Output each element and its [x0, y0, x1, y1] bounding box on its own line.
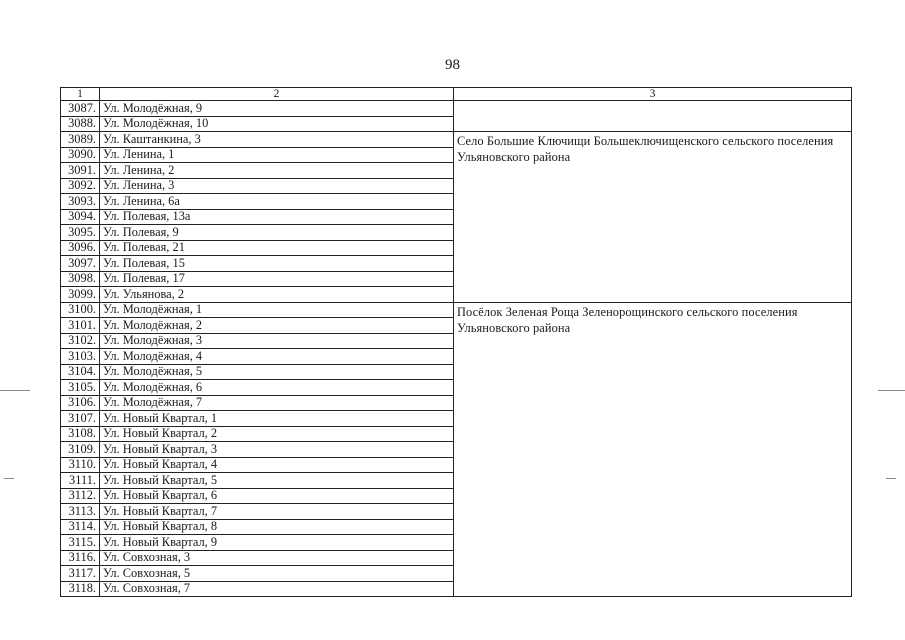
row-number: 3089. — [61, 132, 100, 148]
row-number: 3097. — [61, 256, 100, 272]
street-address: Ул. Ульянова, 2 — [100, 287, 454, 303]
row-number: 3103. — [61, 349, 100, 365]
row-number: 3110. — [61, 457, 100, 473]
row-number: 3104. — [61, 364, 100, 380]
row-number: 3107. — [61, 411, 100, 427]
row-number: 3099. — [61, 287, 100, 303]
street-address: Ул. Молодёжная, 4 — [100, 349, 454, 365]
row-number: 3087. — [61, 101, 100, 117]
street-address: Ул. Ленина, 6а — [100, 194, 454, 210]
row-number: 3105. — [61, 380, 100, 396]
street-address: Ул. Полевая, 9 — [100, 225, 454, 241]
address-table — [60, 87, 852, 597]
street-address: Ул. Ленина, 1 — [100, 147, 454, 163]
street-address: Ул. Ленина, 2 — [100, 163, 454, 179]
row-number: 3106. — [61, 395, 100, 411]
street-address: Ул. Молодёжная, 2 — [100, 318, 454, 334]
row-number: 3102. — [61, 333, 100, 349]
street-address: Ул. Новый Квартал, 3 — [100, 442, 454, 458]
row-number: 3101. — [61, 318, 100, 334]
row-number: 3094. — [61, 209, 100, 225]
row-number: 3113. — [61, 504, 100, 520]
row-number: 3115. — [61, 535, 100, 551]
street-address: Ул. Молодёжная, 3 — [100, 333, 454, 349]
column-header-1: 1 — [61, 88, 100, 101]
street-address: Ул. Полевая, 15 — [100, 256, 454, 272]
row-number: 3111. — [61, 473, 100, 489]
row-number: 3100. — [61, 302, 100, 318]
street-address: Ул. Молодёжная, 1 — [100, 302, 454, 318]
row-number: 3095. — [61, 225, 100, 241]
row-number: 3096. — [61, 240, 100, 256]
row-number: 3092. — [61, 178, 100, 194]
street-address: Ул. Новый Квартал, 6 — [100, 488, 454, 504]
street-address: Ул. Полевая, 21 — [100, 240, 454, 256]
street-address: Ул. Новый Квартал, 9 — [100, 535, 454, 551]
settlement-location: Посёлок Зеленая Роща Зеленорощинского сельского поселения Ульяновского района — [454, 302, 852, 597]
table-header-row — [61, 88, 852, 101]
row-number: 3112. — [61, 488, 100, 504]
street-address: Ул. Новый Квартал, 8 — [100, 519, 454, 535]
scan-mark — [878, 390, 905, 391]
street-address: Ул. Полевая, 17 — [100, 271, 454, 287]
row-number: 3090. — [61, 147, 100, 163]
scan-mark — [4, 478, 14, 479]
row-number: 3116. — [61, 550, 100, 566]
street-address: Ул. Каштанкина, 3 — [100, 132, 454, 148]
row-number: 3109. — [61, 442, 100, 458]
row-number: 3098. — [61, 271, 100, 287]
column-header-2: 2 — [100, 88, 454, 101]
row-number: 3091. — [61, 163, 100, 179]
street-address: Ул. Совхозная, 5 — [100, 566, 454, 582]
street-address: Ул. Молодёжная, 6 — [100, 380, 454, 396]
row-number: 3114. — [61, 519, 100, 535]
street-address: Ул. Совхозная, 3 — [100, 550, 454, 566]
page-number: 98 — [445, 57, 460, 73]
street-address: Ул. Новый Квартал, 1 — [100, 411, 454, 427]
street-address: Ул. Полевая, 13а — [100, 209, 454, 225]
street-address: Ул. Молодёжная, 9 — [100, 101, 454, 117]
street-address: Ул. Совхозная, 7 — [100, 581, 454, 597]
settlement-location: Село Большие Ключищи Большеключищенского сельского поселения Ульяновского района — [454, 132, 852, 303]
table-body — [61, 101, 852, 597]
column-header-3: 3 — [454, 88, 852, 101]
table-row — [61, 101, 852, 117]
location-cell-empty — [454, 101, 852, 132]
row-number: 3093. — [61, 194, 100, 210]
row-number: 3108. — [61, 426, 100, 442]
street-address: Ул. Ленина, 3 — [100, 178, 454, 194]
row-number: 3117. — [61, 566, 100, 582]
table-row — [61, 132, 852, 148]
street-address: Ул. Молодёжная, 5 — [100, 364, 454, 380]
street-address: Ул. Молодёжная, 10 — [100, 116, 454, 132]
scan-mark — [0, 390, 30, 391]
street-address: Ул. Новый Квартал, 7 — [100, 504, 454, 520]
scan-mark — [886, 478, 896, 479]
table-row — [61, 302, 852, 318]
street-address: Ул. Молодёжная, 7 — [100, 395, 454, 411]
street-address: Ул. Новый Квартал, 2 — [100, 426, 454, 442]
street-address: Ул. Новый Квартал, 4 — [100, 457, 454, 473]
row-number: 3088. — [61, 116, 100, 132]
row-number: 3118. — [61, 581, 100, 597]
street-address: Ул. Новый Квартал, 5 — [100, 473, 454, 489]
